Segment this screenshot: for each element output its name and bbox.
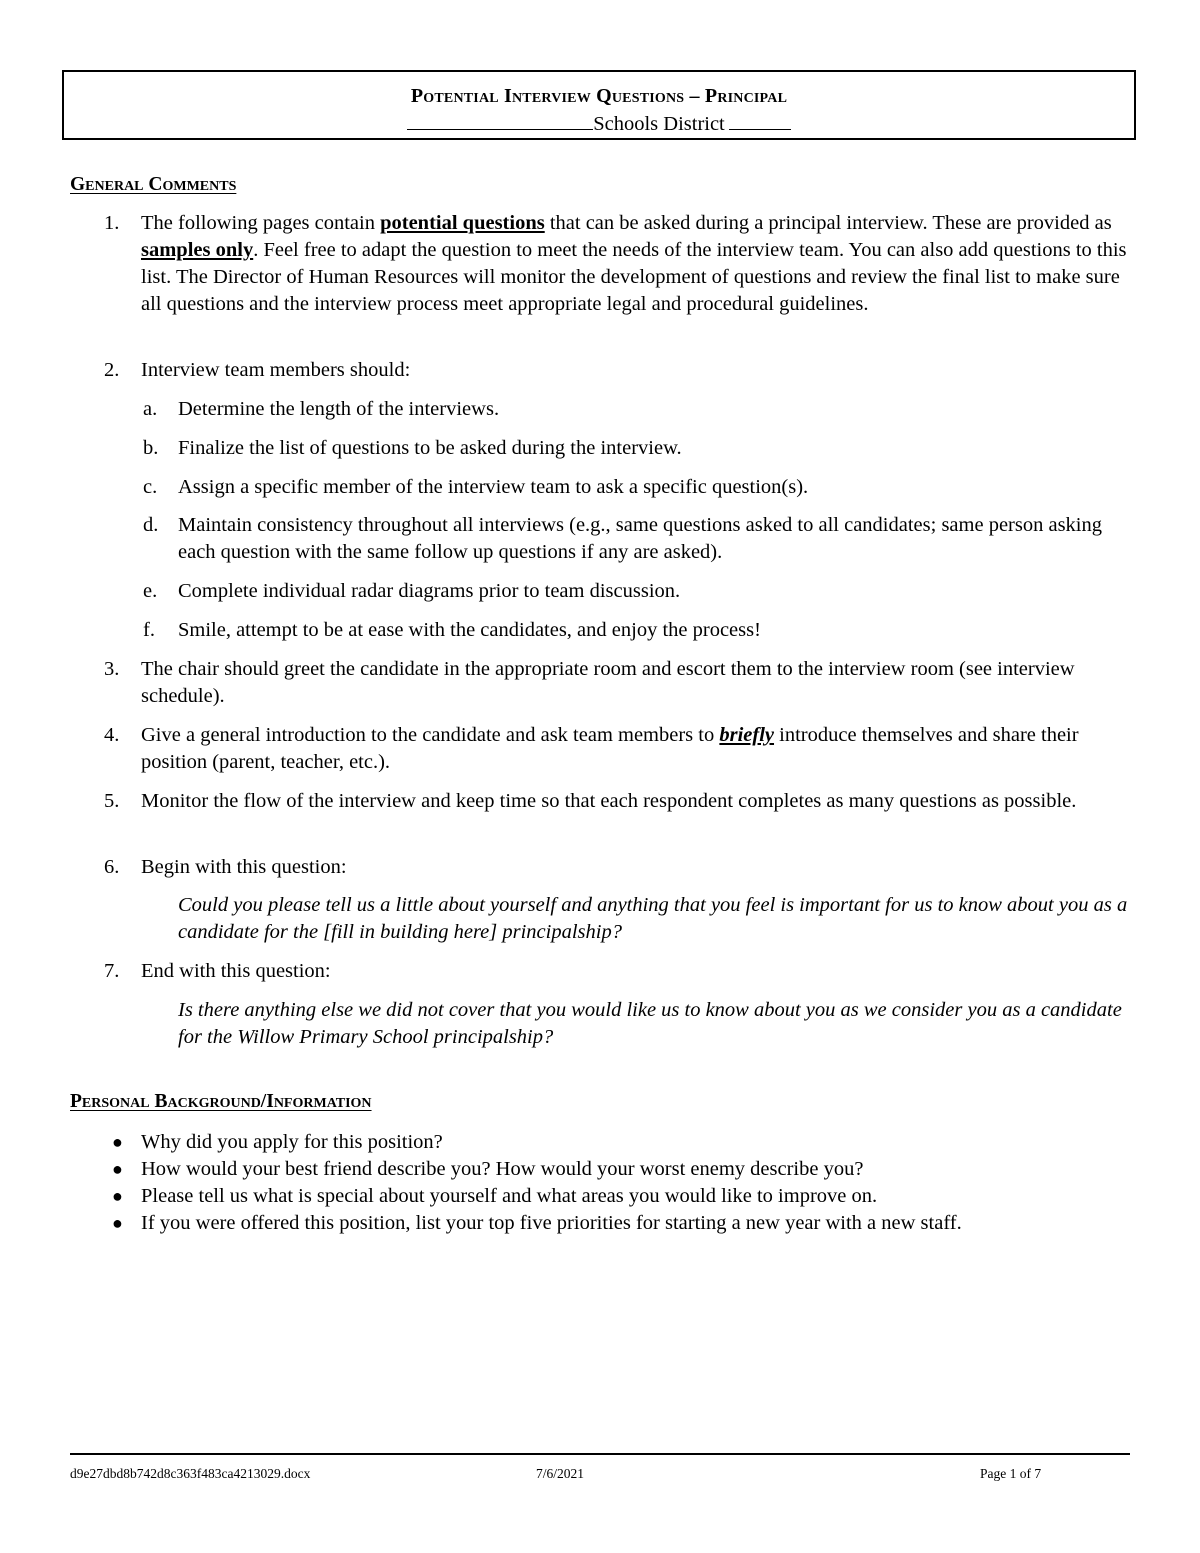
bullet-item: ● If you were offered this position, list your top five priorities for starting a new year with a new staff. [104, 1210, 1134, 1237]
sub-list-item: b. Finalize the list of questions to be asked during the interview. [143, 437, 682, 459]
bullet-icon: ● [112, 1132, 123, 1152]
list-item: 1. The following pages contain potential questions that can be asked during a principal interview. These are provided as samples only. Feel free to adapt the question to meet the needs of the interview team. You can also add questions to this list. The Director of Human Resources will monitor the development of questions and review the final list to make sure all questions and the interview process meet appropriate legal and procedural guidelines. [104, 212, 1127, 315]
general-comments-heading: General Comments [70, 174, 237, 195]
district-number-blank [729, 112, 791, 130]
title-box [62, 70, 1136, 140]
emphasis-samples-only: samples only [141, 239, 254, 261]
bullet-item: ● Please tell us what is special about yourself and what areas you would like to improve on. [104, 1183, 1134, 1210]
list-item: 2. Interview team members should: [104, 359, 411, 381]
district-name-blank [407, 112, 593, 130]
footer-page-number: Page 1 of 7 [980, 1466, 1042, 1481]
closing-question-quote: Is there anything else we did not cover that you would like us to know about you as we consider you as a candidate for the Willow Primary School principalship? [178, 999, 1122, 1048]
opening-question-quote: Could you please tell us a little about yourself and anything that you feel is important for us to know about you as a candidate for the [fill in building here] principalship? [178, 894, 1128, 943]
district-label: Schools District [593, 113, 725, 135]
list-item: 4. Give a general introduction to the candidate and ask team members to briefly introduce themselves and share their position (parent, teacher, etc.). [104, 724, 1079, 773]
bullet-icon: ● [112, 1186, 123, 1206]
emphasis-briefly: briefly [719, 724, 775, 746]
sub-list-item: c. Assign a specific member of the interview team to ask a specific question(s). [143, 476, 809, 498]
bullet-item: ● How would your best friend describe you? How would your worst enemy describe you? [104, 1156, 1134, 1183]
personal-background-heading: Personal Background/Information [70, 1091, 372, 1112]
bullet-item: ● Why did you apply for this position? [104, 1129, 1134, 1156]
document-title: Potential Interview Questions – Principal [410, 85, 788, 107]
footer-date: 7/6/2021 [536, 1466, 585, 1481]
list-item: 7. End with this question: [104, 960, 331, 982]
emphasis-potential-questions: potential questions [380, 212, 545, 234]
bullet-icon: ● [112, 1159, 123, 1179]
list-item: 3. The chair should greet the candidate in the appropriate room and escort them to the interview room (see interview schedule). [104, 658, 1075, 707]
sub-list-item: d. Maintain consistency throughout all interviews (e.g., same questions asked to all candidates; same person asking each question with the same follow up questions if any are asked). [143, 514, 1102, 563]
list-item: 6. Begin with this question: [104, 856, 347, 878]
bullet-icon: ● [112, 1213, 123, 1233]
sub-list-item: a. Determine the length of the interviews. [143, 398, 500, 420]
footer-filename: d9e27dbd8b742d8c363f483ca4213029.docx [70, 1466, 311, 1481]
sub-list-item: e. Complete individual radar diagrams prior to team discussion. [143, 580, 681, 602]
district-line [64, 112, 1134, 136]
sub-list-item: f. Smile, attempt to be at ease with the candidates, and enjoy the process! [143, 619, 761, 641]
list-item: 5. Monitor the flow of the interview and keep time so that each respondent completes as many questions as possible. [104, 790, 1077, 812]
footer-divider [70, 1453, 1130, 1455]
